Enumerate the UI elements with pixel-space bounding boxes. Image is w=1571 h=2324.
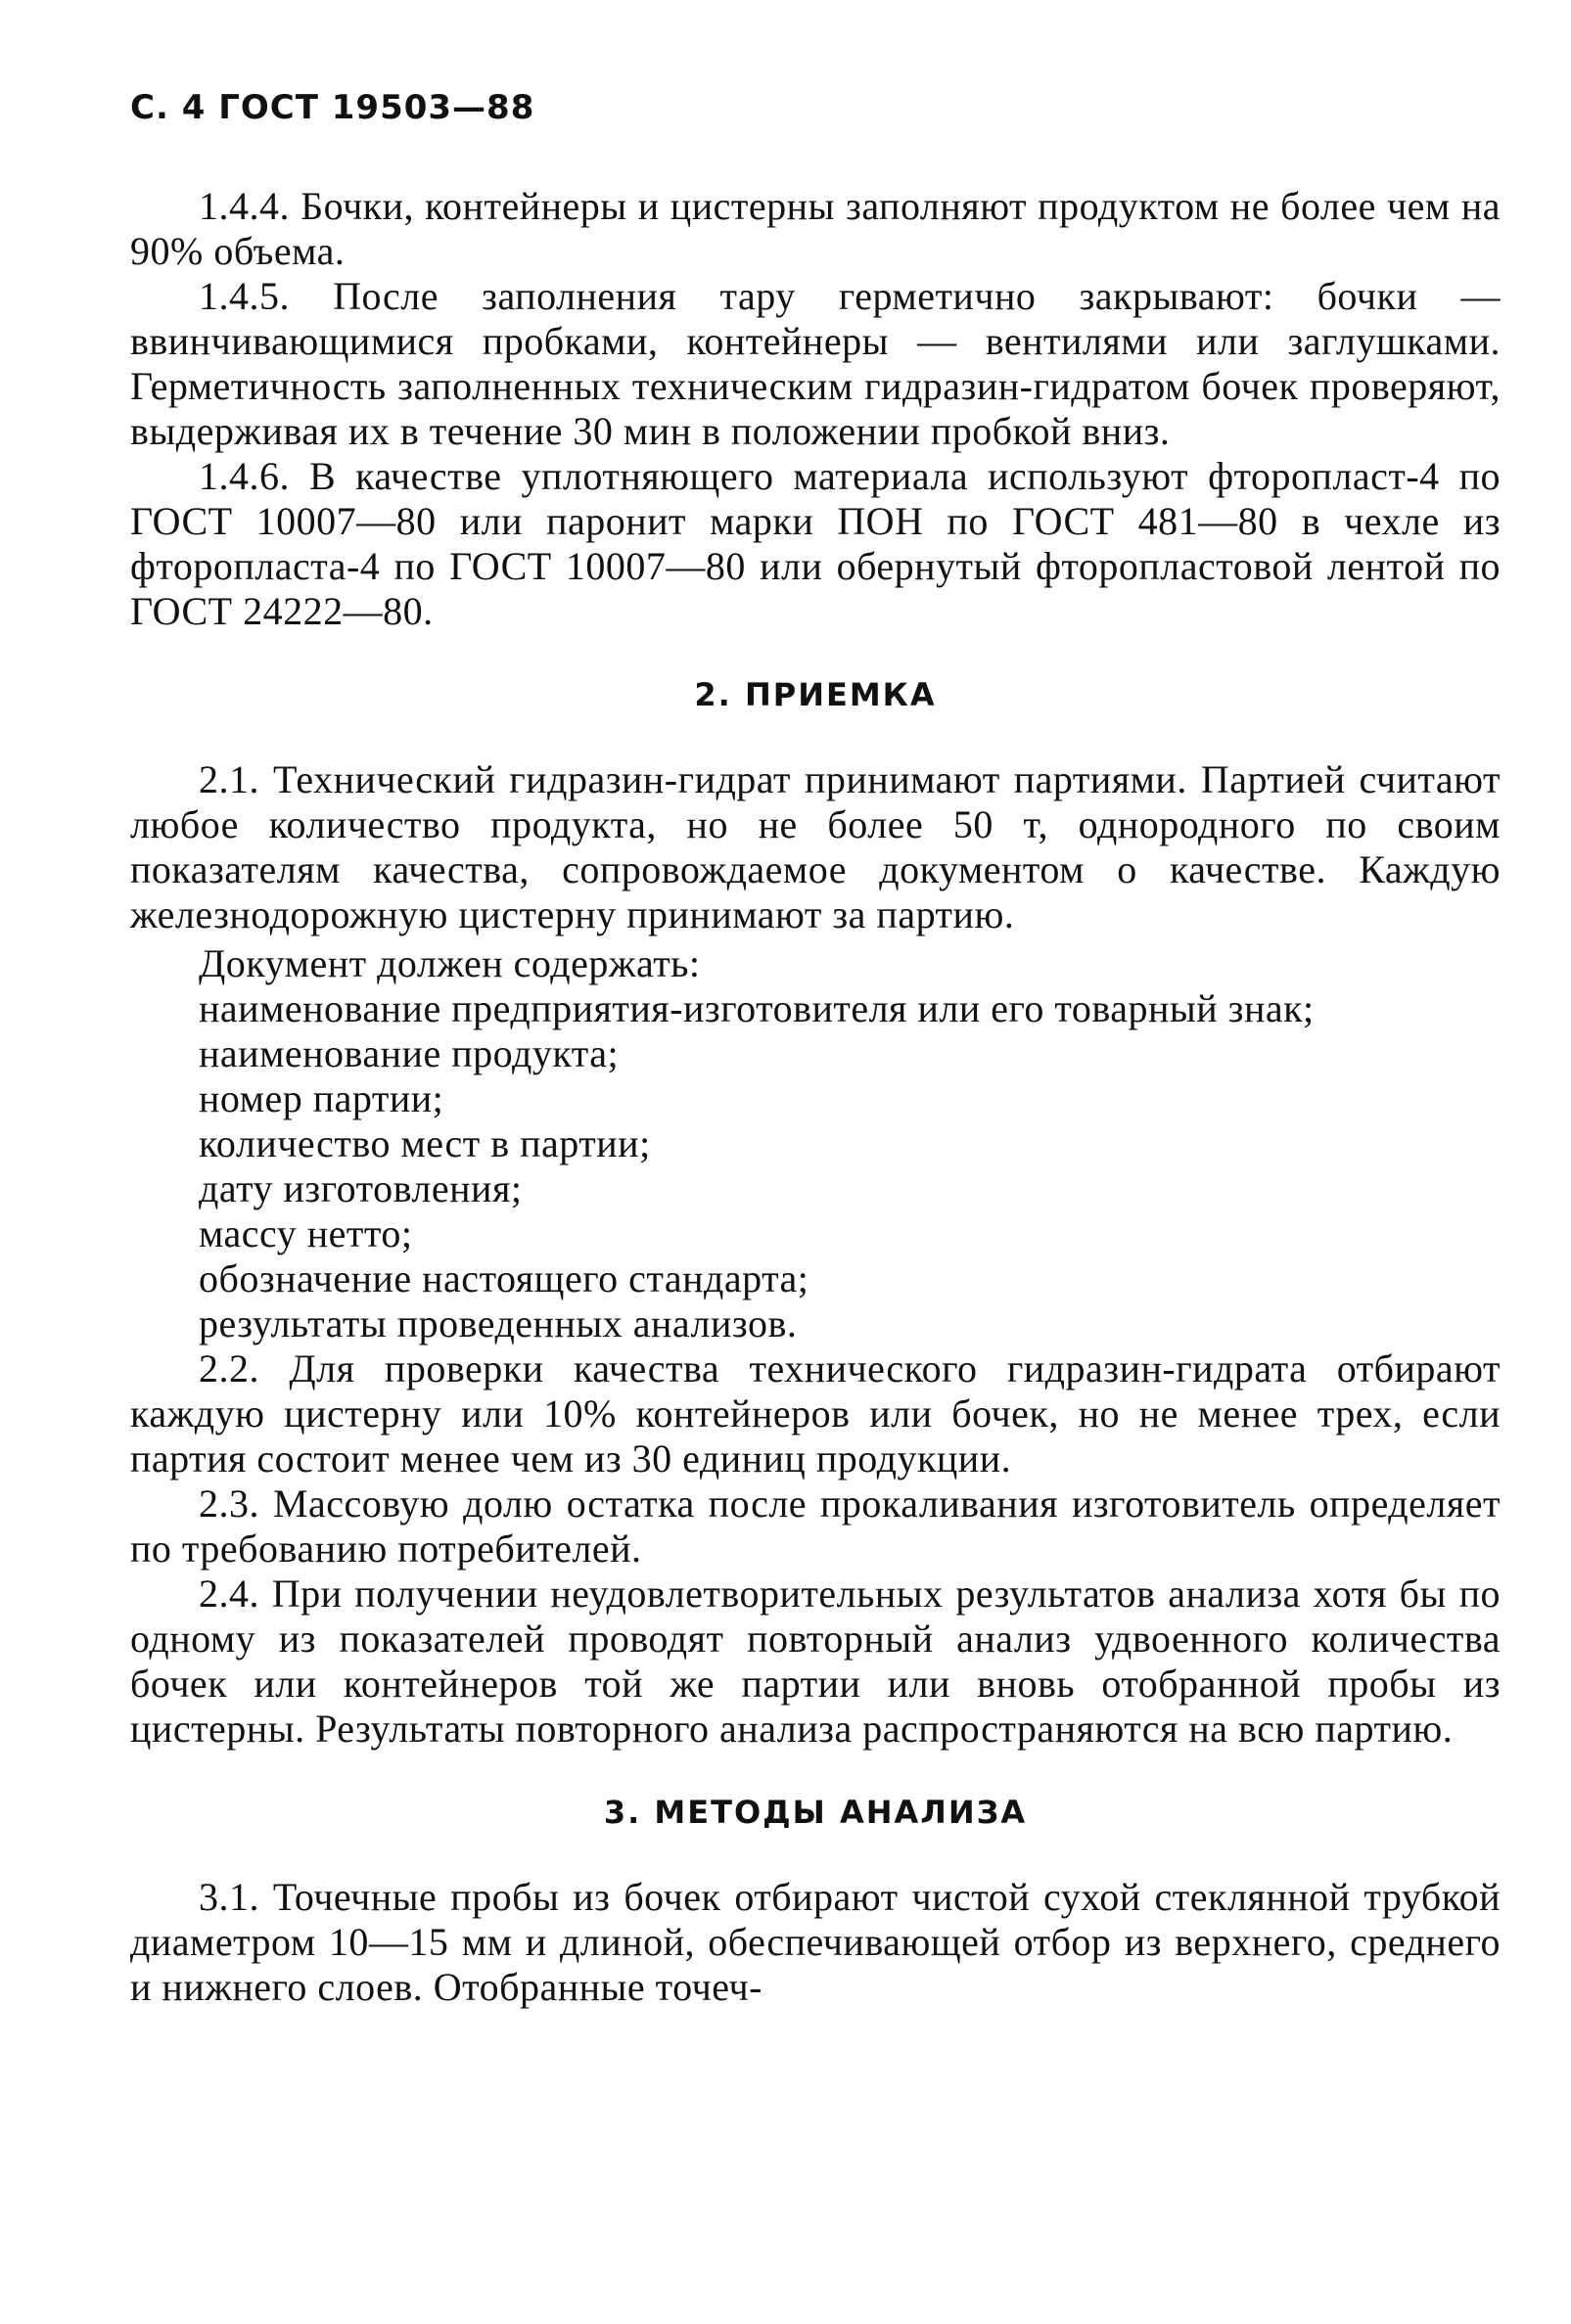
document-page [130, 88, 1501, 2010]
list-item: обозначение настоящего стандарта; [199, 1256, 809, 1300]
paragraph-2-1: 2.1. Технический гидразин-гидрат принимают партиями. Партией считают любое количество продукта, но не более 50 т, однородного по своим показателям качества, сопровождаемое документом о качестве. Каждую железнодорожную цистерну принимают за партию. [130, 757, 1501, 936]
paragraph-3-1: 3.1. Точечные пробы из бочек отбирают чистой сухой стеклянной трубкой диаметром 10—15 мм и длиной, обеспечивающей отбор из верхнего, среднего и нижнего слоев. Отобранные точеч- [130, 1875, 1501, 2009]
paragraph-2-4: 2.4. При получении неудовлетворительных результатов анализа хотя бы по одному из показателей проводят повторный анализ удвоенного количества бочек или контейнеров той же партии или вновь отобранной пробы из цистерны. Результаты повторного анализа распространяются на всю партию. [130, 1572, 1501, 1751]
list-item: наименование продукта; [199, 1031, 620, 1075]
list-item: количество мест в партии; [199, 1121, 651, 1165]
paragraph-2-2: 2.2. Для проверки качества технического гидразин-гидрата отбирают каждую цистерну или 10% контейнеров или бочек, но не менее трех, если партия состоит менее чем из 30 единиц продукции. [130, 1346, 1501, 1481]
document-requirements-intro: Документ должен содержать: [199, 941, 701, 985]
paragraph-1-4-5: 1.4.5. После заполнения тару герметично закрывают: бочки — ввинчивающимися пробками, контейнеры — вентилями или заглушками. Герметичность заполненных техническим гидразин-гидратом бочек проверяют, выдерживая их в течение 30 мин в положении пробкой вниз. [130, 274, 1501, 453]
list-item: номер партии; [199, 1076, 444, 1120]
paragraph-1-4-4: 1.4.4. Бочки, контейнеры и цистерны заполняют продуктом не более чем на 90% объема. [130, 184, 1501, 273]
list-item: дату изготовления; [199, 1166, 523, 1210]
section-heading-analysis-methods: 3. МЕТОДЫ АНАЛИЗА [603, 1794, 1028, 1831]
paragraph-1-4-6: 1.4.6. В качестве уплотняющего материала используют фторопласт-4 по ГОСТ 10007—80 или паронит марки ПОН по ГОСТ 481—80 в чехле из фторопласта-4 по ГОСТ 10007—80 или обернутый фторопластовой лентой по ГОСТ 24222—80. [130, 454, 1501, 633]
paragraph-2-3: 2.3. Массовую долю остатка после прокаливания изготовитель определяет по требованию потребителей. [130, 1481, 1501, 1571]
section-heading-acceptance: 2. ПРИЕМКА [694, 676, 937, 713]
page-header: С. 4 ГОСТ 19503—88 [130, 88, 535, 127]
list-item: результаты проведенных анализов. [199, 1301, 798, 1345]
list-item: массу нетто; [199, 1211, 413, 1255]
list-item: наименование предприятия-изготовителя или его товарный знак; [199, 986, 1315, 1030]
